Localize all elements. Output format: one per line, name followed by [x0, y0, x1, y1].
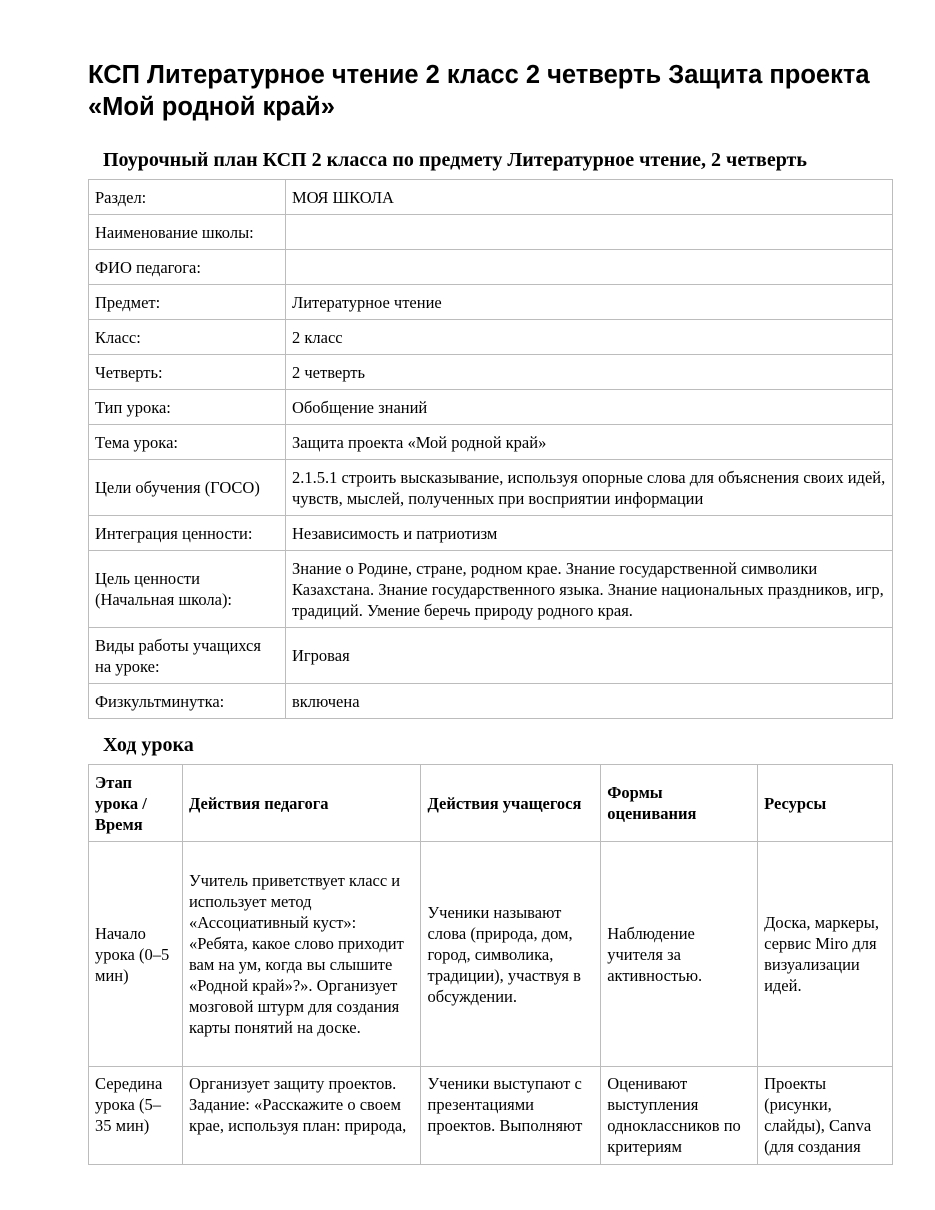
student-cell: Ученики выступают с презентациями проектов. Выполняют [421, 1067, 601, 1165]
info-value: Литературное чтение [286, 285, 893, 320]
info-label: Цели обучения (ГОСО) [89, 460, 286, 516]
info-value: МОЯ ШКОЛА [286, 180, 893, 215]
assessment-cell: Оценивают выступления одноклассников по критериям [601, 1067, 758, 1165]
info-value: Игровая [286, 628, 893, 684]
info-row [89, 628, 893, 684]
document-title: КСП Литературное чтение 2 класс 2 четверть Защита проекта «Мой родной край» [88, 61, 870, 121]
info-label: Тип урока: [89, 390, 286, 425]
info-value [286, 215, 893, 250]
resources-cell: Доска, маркеры, сервис Miro для визуализации идей. [758, 842, 893, 1067]
teacher-cell: Учитель приветствует класс и использует метод «Ассоциативный куст»: «Ребята, какое слово приходит вам на ум, когда вы слышите «Родной край»?». Организует мозговой штурм для создания карты понятий на доске. [182, 842, 421, 1067]
stage-cell: Начало урока (0–5 мин) [89, 842, 183, 1067]
info-row [89, 460, 893, 516]
lesson-header-row [89, 765, 893, 842]
info-row [89, 390, 893, 425]
info-label: Интеграция ценности: [89, 516, 286, 551]
course-heading: Ход урока [103, 734, 194, 756]
info-row [89, 180, 893, 215]
info-label: Виды работы учащихся на уроке: [89, 628, 286, 684]
info-row [89, 285, 893, 320]
info-row [89, 425, 893, 460]
header-student: Действия учащегося [421, 765, 601, 842]
header-teacher: Действия педагога [182, 765, 421, 842]
info-value: включена [286, 684, 893, 719]
lesson-info-table [88, 179, 893, 719]
lesson-row-start [89, 842, 893, 1067]
lesson-course-table [88, 764, 893, 1165]
info-value: 2.1.5.1 строить высказывание, используя опорные слова для объяснения своих идей, чувств, мыслей, полученных при восприятии информации [286, 460, 893, 516]
info-label: Раздел: [89, 180, 286, 215]
info-label: Предмет: [89, 285, 286, 320]
info-label: Наименование школы: [89, 215, 286, 250]
info-row [89, 551, 893, 628]
plan-heading: Поурочный план КСП 2 класса по предмету Литературное чтение, 2 четверть [103, 149, 807, 171]
resources-cell: Проекты (рисунки, слайды), Canva (для создания [758, 1067, 893, 1165]
info-label: Четверть: [89, 355, 286, 390]
info-label: Тема урока: [89, 425, 286, 460]
info-value: Независимость и патриотизм [286, 516, 893, 551]
info-value: 2 класс [286, 320, 893, 355]
info-label: ФИО педагога: [89, 250, 286, 285]
info-label: Цель ценности (Начальная школа): [89, 551, 286, 628]
info-row [89, 215, 893, 250]
info-value: Защита проекта «Мой родной край» [286, 425, 893, 460]
info-value: Обобщение знаний [286, 390, 893, 425]
info-row [89, 250, 893, 285]
info-row [89, 320, 893, 355]
stage-cell: Середина урока (5–35 мин) [89, 1067, 183, 1165]
header-resources: Ресурсы [758, 765, 893, 842]
teacher-cell: Организует защиту проектов. Задание: «Расскажите о своем крае, используя план: природа, [182, 1067, 421, 1165]
info-label: Физкультминутка: [89, 684, 286, 719]
info-row [89, 684, 893, 719]
student-cell: Ученики называют слова (природа, дом, город, символика, традиции), участвуя в обсуждении. [421, 842, 601, 1067]
info-value: Знание о Родине, стране, родном крае. Знание государственной символики Казахстана. Знание государственного языка. Знание национальных праздников, игр, традиций. Умение беречь природу родного края. [286, 551, 893, 628]
info-value [286, 250, 893, 285]
header-assessment: Формы оценивания [601, 765, 758, 842]
info-row [89, 516, 893, 551]
assessment-cell: Наблюдение учителя за активностью. [601, 842, 758, 1067]
info-value: 2 четверть [286, 355, 893, 390]
info-label: Класс: [89, 320, 286, 355]
lesson-row-middle [89, 1067, 893, 1165]
info-row [89, 355, 893, 390]
header-stage: Этап урока / Время [89, 765, 183, 842]
